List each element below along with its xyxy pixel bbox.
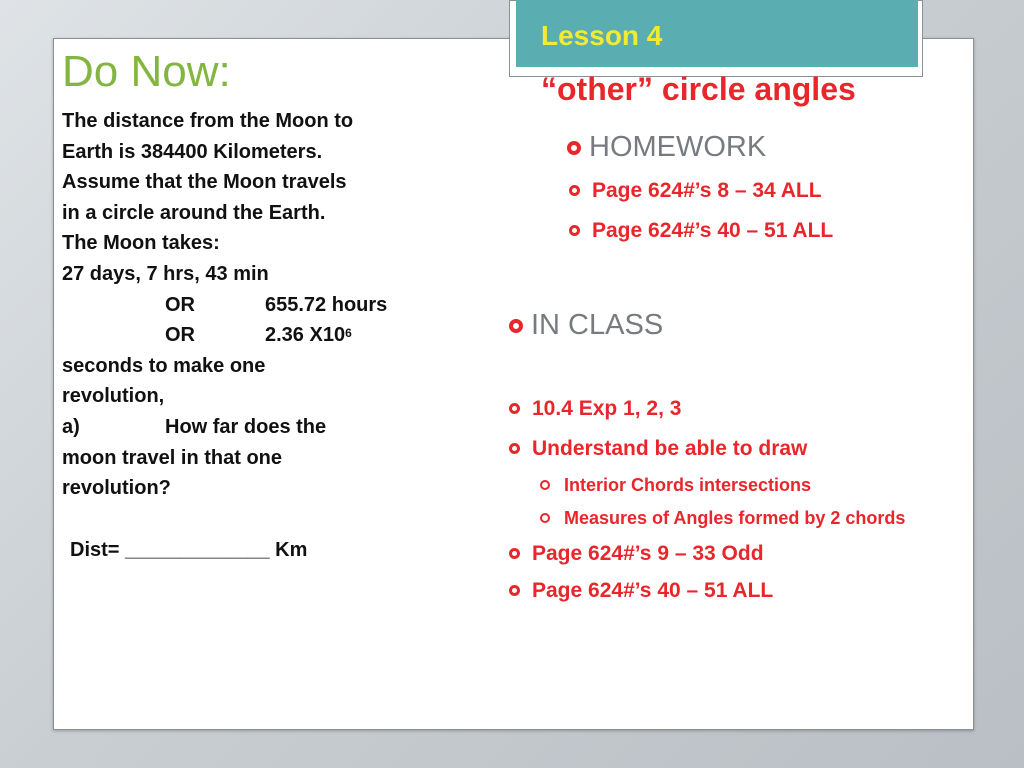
in-class-sub-item: Interior Chords intersections bbox=[540, 476, 811, 494]
do-now-problem bbox=[62, 106, 452, 504]
lesson-subtitle: “other” circle angles bbox=[541, 71, 856, 107]
in-class-item: Page 624#’s 40 – 51 ALL bbox=[509, 580, 773, 601]
problem-line: 27 days, 7 hrs, 43 min bbox=[62, 262, 269, 285]
problem-line: Assume that the Moon travels bbox=[62, 171, 347, 194]
homework-item: Page 624#’s 8 – 34 ALL bbox=[569, 180, 822, 201]
bullet-icon bbox=[509, 585, 520, 596]
problem-line: revolution, bbox=[62, 385, 165, 408]
bullet-icon bbox=[509, 403, 520, 414]
homework-item: Page 624#’s 40 – 51 ALL bbox=[569, 220, 833, 241]
problem-line-or-seconds bbox=[62, 320, 452, 351]
question-label: a) bbox=[62, 415, 80, 438]
problem-line: The distance from the Moon to bbox=[62, 110, 354, 132]
bullet-icon bbox=[569, 185, 580, 196]
in-class-heading: IN CLASS bbox=[509, 311, 663, 340]
problem-line-or-hours bbox=[62, 290, 452, 321]
bullet-icon bbox=[509, 319, 523, 333]
bullet-icon bbox=[509, 443, 520, 454]
problem-line: in a circle around the Earth. bbox=[62, 201, 326, 224]
bullet-icon bbox=[540, 480, 550, 490]
hours-value: 655.72 hours bbox=[265, 293, 388, 316]
problem-line: seconds to make one bbox=[62, 354, 266, 377]
lesson-title: Lesson 4 bbox=[541, 20, 663, 51]
seconds-value: 2.36 X10 bbox=[265, 324, 346, 347]
question-line bbox=[62, 412, 452, 443]
homework-heading: HOMEWORK bbox=[567, 133, 766, 162]
question-line: revolution? bbox=[62, 477, 171, 500]
question-text: How far does the bbox=[165, 415, 327, 438]
answer-line: Dist= _____________ Km bbox=[70, 539, 308, 561]
problem-line: Earth is 384400 Kilometers. bbox=[62, 140, 323, 163]
question-line: moon travel in that one bbox=[62, 446, 283, 469]
seconds-exponent: 6 bbox=[345, 326, 352, 341]
or-label: OR bbox=[165, 293, 195, 316]
problem-line: The Moon takes: bbox=[62, 232, 220, 255]
in-class-item: Page 624#’s 9 – 33 Odd bbox=[509, 543, 764, 564]
in-class-item: Understand be able to draw bbox=[509, 438, 807, 459]
in-class-item: 10.4 Exp 1, 2, 3 bbox=[509, 398, 681, 419]
in-class-sub-item: Measures of Angles formed by 2 chords bbox=[540, 509, 905, 527]
bullet-icon bbox=[509, 548, 520, 559]
do-now-heading: Do Now: bbox=[62, 47, 231, 96]
or-label: OR bbox=[165, 324, 195, 347]
bullet-icon bbox=[567, 141, 581, 155]
bullet-icon bbox=[540, 513, 550, 523]
bullet-icon bbox=[569, 225, 580, 236]
